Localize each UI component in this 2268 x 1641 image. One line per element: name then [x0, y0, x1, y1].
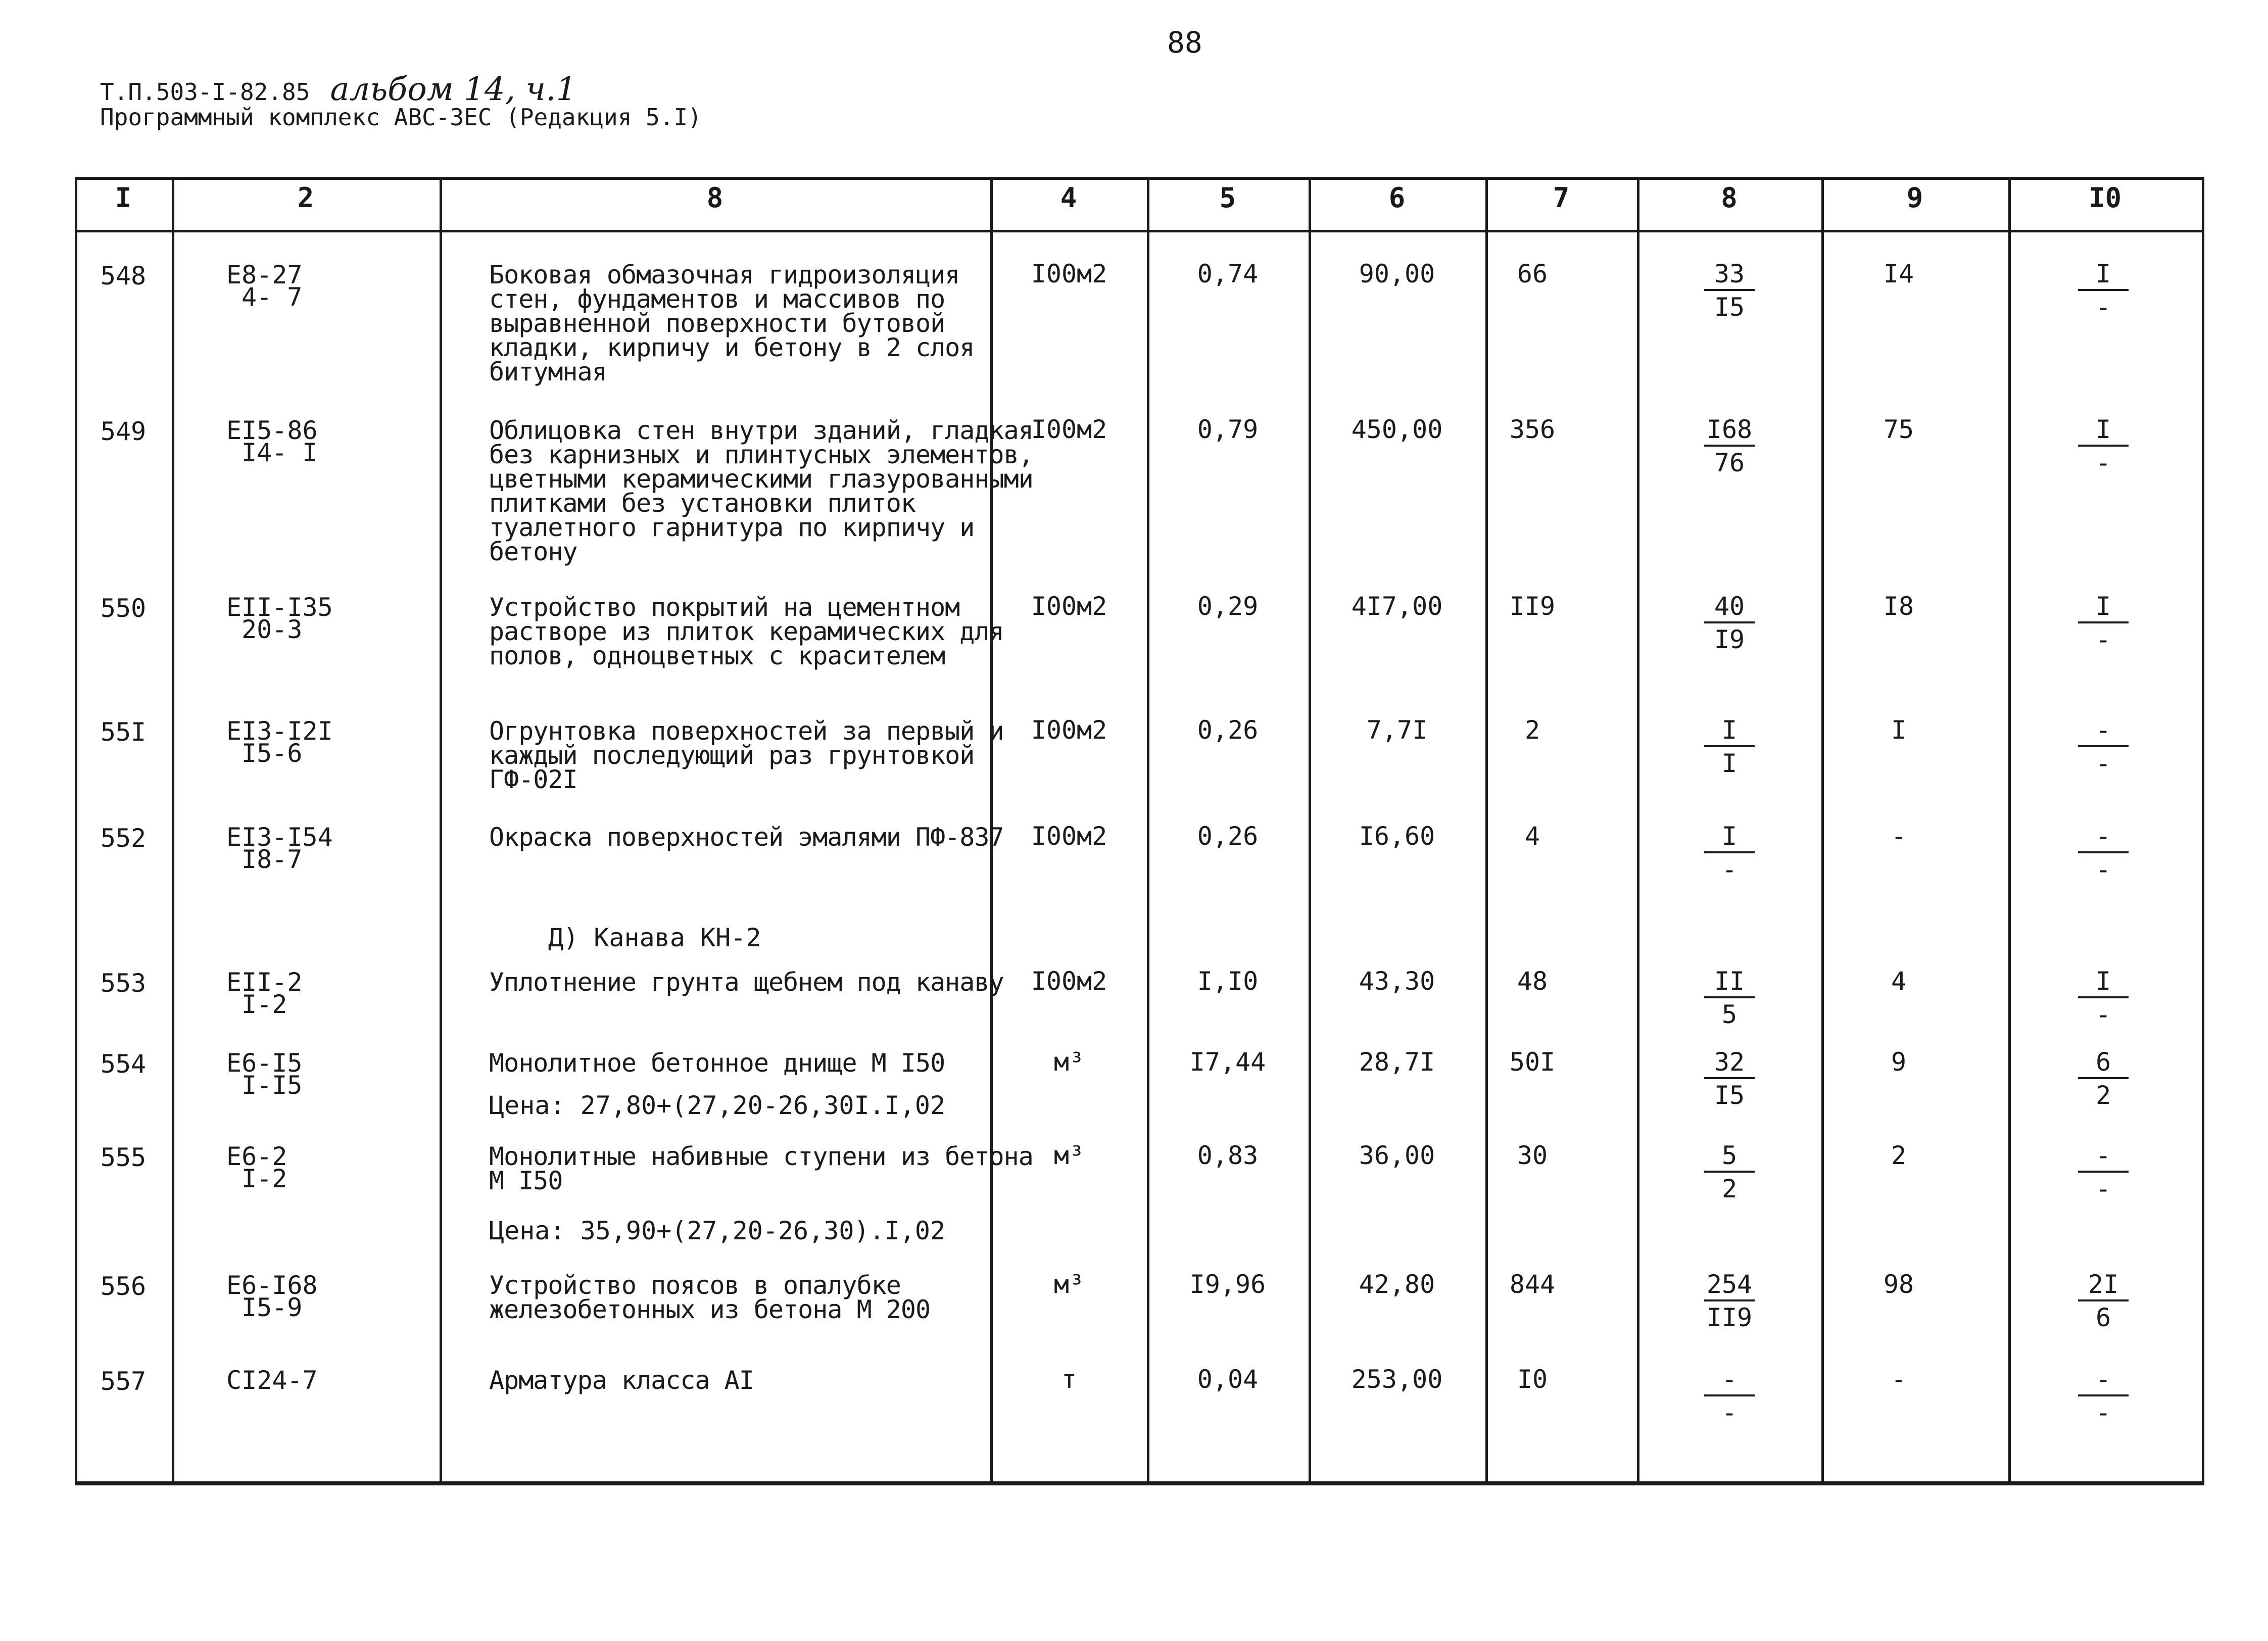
work-description: Устройство покрытий на цементном растворе из плиток керамических для полов, одноцветных с красителем	[489, 593, 1004, 670]
column-header-2: 2	[297, 182, 314, 214]
fraction-denominator: -	[1721, 855, 1738, 884]
value-col9: -	[1891, 822, 1907, 851]
fraction-col8	[1686, 1366, 1772, 1426]
value-col9: I	[1891, 715, 1907, 745]
fraction-denominator: -	[1721, 1398, 1738, 1427]
work-description: Уплотнение грунта щебнем под канаву	[489, 968, 1004, 997]
table-header-rule	[75, 230, 2204, 232]
total-cost: 48	[1517, 967, 1548, 996]
norm-code: Е6-I68	[226, 1271, 318, 1300]
unit-price: 450,00	[1351, 415, 1443, 444]
fraction-denominator: 2	[1721, 1174, 1738, 1203]
fraction-numerator: -	[2078, 717, 2129, 747]
fraction-numerator: 40	[1704, 593, 1755, 623]
unit-price: 43,30	[1359, 967, 1435, 996]
unit-of-measure: м³	[1053, 1141, 1085, 1170]
fraction-numerator: -	[2078, 823, 2129, 853]
fraction-denominator: II9	[1706, 1303, 1753, 1332]
fraction-numerator: II	[1704, 968, 1755, 998]
page-number: 88	[1167, 25, 1202, 60]
row-number: 549	[100, 417, 147, 446]
quantity: 0,26	[1197, 715, 1259, 745]
column-header-9: 9	[1906, 182, 1923, 214]
norm-code: ЕII-I35	[226, 593, 333, 622]
fraction-numerator: -	[1704, 1366, 1755, 1396]
fraction-numerator: I	[1704, 823, 1755, 853]
column-rule	[2202, 177, 2204, 1485]
row-number: 553	[100, 969, 147, 998]
unit-of-measure: I00м2	[1031, 415, 1107, 444]
fraction-col10	[2060, 1271, 2146, 1331]
fraction-numerator: 5	[1704, 1142, 1755, 1173]
fraction-numerator: I	[2078, 593, 2129, 623]
value-col9: I8	[1883, 592, 1914, 621]
column-header-4: 4	[1060, 182, 1077, 214]
fraction-col8	[1686, 261, 1772, 320]
fraction-numerator: 6	[2078, 1049, 2129, 1079]
column-header-6: 6	[1388, 182, 1406, 214]
fraction-denominator: 6	[2095, 1303, 2111, 1332]
norm-subcode: I5-6	[242, 739, 303, 768]
price-note: Цена: 27,80+(27,20-26,30I.I,02	[489, 1091, 946, 1120]
value-col9: 75	[1883, 415, 1914, 444]
quantity: 0,74	[1197, 259, 1259, 288]
column-header-7: 7	[1553, 182, 1570, 214]
work-description: Арматура класса АI	[489, 1366, 754, 1395]
fraction-numerator: I	[1704, 717, 1755, 747]
value-col9: 2	[1891, 1141, 1907, 1170]
total-cost: 844	[1509, 1270, 1556, 1299]
unit-of-measure: I00м2	[1031, 592, 1107, 621]
quantity: 0,26	[1197, 822, 1259, 851]
fraction-denominator: -	[2095, 749, 2111, 778]
column-rule	[440, 177, 442, 1485]
fraction-denominator: -	[2095, 448, 2111, 477]
unit-of-measure: I00м2	[1031, 715, 1107, 745]
norm-code: ЕI3-I54	[226, 823, 333, 852]
fraction-denominator: -	[2095, 1398, 2111, 1427]
row-number: 555	[100, 1143, 147, 1172]
unit-price: 36,00	[1359, 1141, 1435, 1170]
fraction-numerator: I68	[1704, 416, 1755, 447]
fraction-col10	[2060, 1142, 2146, 1202]
fraction-col8	[1686, 1049, 1772, 1108]
column-rule	[1821, 177, 1824, 1485]
work-description: Облицовка стен внутри зданий, гладкая без карнизных и плинтусных элементов, цветными керамическими глазурованными плитками без установки плиток туалетного гарнитура по кирпичу и бетону	[489, 416, 1033, 566]
quantity: I7,44	[1189, 1047, 1266, 1077]
fraction-col8	[1686, 717, 1772, 777]
document-code-line	[100, 71, 576, 108]
fraction-numerator: -	[2078, 1366, 2129, 1396]
fraction-denominator: 2	[2095, 1081, 2111, 1110]
column-rule	[172, 177, 174, 1485]
norm-subcode: I-2	[242, 990, 287, 1019]
norm-subcode: I8-7	[242, 845, 303, 874]
fraction-numerator: 254	[1704, 1271, 1755, 1301]
norm-code: Е6-2	[226, 1142, 287, 1171]
unit-of-measure: м³	[1053, 1047, 1085, 1077]
value-col9: 4	[1891, 967, 1907, 996]
column-rule	[1637, 177, 1639, 1485]
fraction-denominator: I9	[1714, 625, 1745, 654]
unit-of-measure: I00м2	[1031, 822, 1107, 851]
fraction-col10	[2060, 717, 2146, 777]
total-cost: 66	[1517, 259, 1548, 288]
norm-subcode: I4- I	[242, 438, 318, 467]
quantity: 0,83	[1197, 1141, 1259, 1170]
fraction-numerator: 32	[1704, 1049, 1755, 1079]
fraction-col10	[2060, 823, 2146, 883]
norm-subcode: I-2	[242, 1164, 287, 1193]
total-cost: 4	[1524, 822, 1540, 851]
fraction-col8	[1686, 823, 1772, 883]
total-cost: I0	[1517, 1365, 1548, 1394]
fraction-col10	[2060, 261, 2146, 320]
row-number: 557	[100, 1367, 147, 1396]
unit-price: 28,7I	[1359, 1047, 1435, 1077]
fraction-denominator: I	[1721, 749, 1738, 778]
work-description: Монолитные набивные ступени из бетона М I50	[489, 1142, 1033, 1195]
unit-price: 42,80	[1359, 1270, 1435, 1299]
table-top-rule	[75, 177, 2204, 180]
fraction-numerator: 33	[1704, 261, 1755, 291]
fraction-numerator: 2I	[2078, 1271, 2129, 1301]
row-number: 554	[100, 1049, 147, 1079]
norm-code: Е8-27	[226, 260, 303, 289]
column-header-8: 8	[1721, 182, 1738, 214]
value-col9: 98	[1883, 1270, 1914, 1299]
unit-of-measure: I00м2	[1031, 259, 1107, 288]
column-header-3: 8	[706, 182, 723, 214]
estimate-table	[75, 177, 2204, 1485]
total-cost: 356	[1509, 415, 1556, 444]
row-number: 556	[100, 1272, 147, 1301]
column-header-1: I	[115, 182, 132, 214]
handwritten-note: альбом 14, ч.1	[330, 71, 577, 108]
fraction-denominator: I5	[1714, 1081, 1745, 1110]
fraction-numerator: I	[2078, 416, 2129, 447]
total-cost: 2	[1524, 715, 1540, 745]
column-rule	[75, 177, 77, 1485]
section-label: Д) Канава КН-2	[548, 923, 761, 952]
fraction-col10	[2060, 593, 2146, 653]
fraction-denominator: 76	[1714, 448, 1745, 477]
row-number: 550	[100, 594, 147, 623]
document-subtitle: Программный комплекс АВС-3ЕС (Редакция 5.I)	[100, 104, 702, 131]
unit-of-measure: т	[1061, 1365, 1077, 1394]
quantity: 0,04	[1197, 1365, 1259, 1394]
unit-price: I6,60	[1359, 822, 1435, 851]
norm-code: ЕI3-I2I	[226, 716, 333, 746]
norm-code: ЕII-2	[226, 968, 303, 997]
row-number: 55I	[100, 717, 147, 747]
column-header-10: I0	[2088, 182, 2122, 214]
norm-subcode: I-I5	[242, 1071, 303, 1100]
fraction-denominator: 5	[1721, 1000, 1738, 1029]
work-description: Монолитное бетонное днище М I50	[489, 1048, 945, 1078]
unit-of-measure: м³	[1053, 1270, 1085, 1299]
unit-of-measure: I00м2	[1031, 967, 1107, 996]
unit-price: 253,00	[1351, 1365, 1443, 1394]
fraction-denominator: -	[2095, 293, 2111, 322]
fraction-col8	[1686, 1142, 1772, 1202]
value-col9: I4	[1883, 259, 1914, 288]
value-col9: 9	[1891, 1047, 1907, 1077]
norm-subcode: I5-9	[242, 1293, 303, 1322]
quantity: 0,79	[1197, 415, 1259, 444]
document-code: Т.П.503-I-82.85	[100, 78, 310, 106]
column-header-5: 5	[1219, 182, 1236, 214]
fraction-denominator: -	[2095, 1174, 2111, 1203]
fraction-denominator: -	[2095, 625, 2111, 654]
fraction-col8	[1686, 968, 1772, 1028]
column-rule	[1485, 177, 1488, 1485]
norm-code: СI24-7	[226, 1366, 318, 1395]
total-cost: II9	[1509, 592, 1556, 621]
fraction-numerator: I	[2078, 968, 2129, 998]
fraction-col8	[1686, 416, 1772, 476]
total-cost: 30	[1517, 1141, 1548, 1170]
fraction-denominator: -	[2095, 855, 2111, 884]
fraction-col10	[2060, 416, 2146, 476]
fraction-col8	[1686, 593, 1772, 653]
price-note: Цена: 35,90+(27,20-26,30).I,02	[489, 1216, 946, 1245]
unit-price: 7,7I	[1366, 715, 1428, 745]
value-col9: -	[1891, 1365, 1907, 1394]
quantity: I9,96	[1189, 1270, 1266, 1299]
unit-price: 90,00	[1359, 259, 1435, 288]
quantity: 0,29	[1197, 592, 1259, 621]
row-number: 552	[100, 824, 147, 853]
table-bottom-rule	[75, 1481, 2204, 1485]
norm-subcode: 20-3	[242, 615, 303, 644]
row-number: 548	[100, 261, 147, 291]
norm-code: Е6-I5	[226, 1048, 303, 1078]
total-cost: 50I	[1509, 1047, 1556, 1077]
unit-price: 4I7,00	[1351, 592, 1443, 621]
fraction-denominator: -	[2095, 1000, 2111, 1029]
norm-code: ЕI5-86	[226, 416, 318, 445]
fraction-numerator: -	[2078, 1142, 2129, 1173]
fraction-col10	[2060, 1049, 2146, 1108]
fraction-denominator: I5	[1714, 293, 1745, 322]
fraction-numerator: I	[2078, 261, 2129, 291]
column-rule	[2008, 177, 2011, 1485]
work-description: Устройство поясов в опалубке железобетонных из бетона М 200	[489, 1271, 931, 1324]
fraction-col8	[1686, 1271, 1772, 1331]
fraction-col10	[2060, 1366, 2146, 1426]
norm-subcode: 4- 7	[242, 282, 303, 312]
work-description: Боковая обмазочная гидроизоляция стен, фундаментов и массивов по выравненной поверхности бутовой кладки, кирпичу и бетону в 2 слоя битумная	[489, 260, 975, 387]
quantity: I,I0	[1197, 967, 1259, 996]
work-description: Огрунтовка поверхностей за первый и каждый последующий раз грунтовкой ГФ-02I	[489, 716, 1004, 794]
work-description: Окраска поверхностей эмалями ПФ-837	[489, 823, 1004, 852]
fraction-col10	[2060, 968, 2146, 1028]
